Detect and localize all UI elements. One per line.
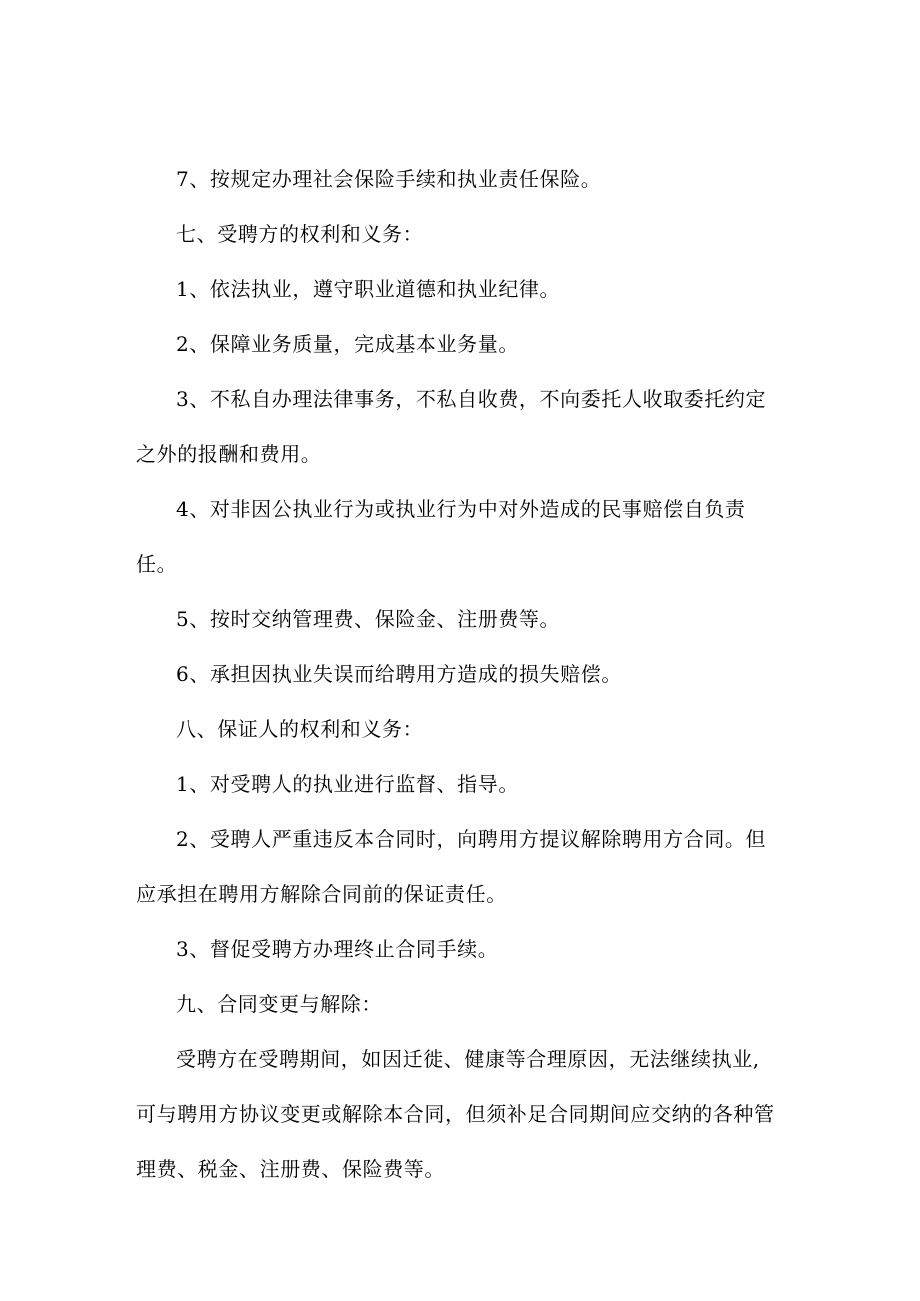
paragraph-item-3-termination-procedures: 3、督促受聘方办理终止合同手续。 bbox=[176, 937, 499, 961]
paragraph-item-3-no-private-fees: 3、不私自办理法律事务，不私自收费，不向委托人收取委托约定之外的报酬和费用。 bbox=[136, 387, 767, 466]
paragraph-item-1-supervision: 1、对受聘人的执业进行监督、指导。 bbox=[176, 772, 519, 796]
document-body bbox=[136, 152, 776, 1197]
paragraph-item-7-social-insurance: 7、按规定办理社会保险手续和执业责任保险。 bbox=[176, 167, 602, 191]
paragraph-item-6-loss-compensation: 6、承担因执业失误而给聘用方造成的损失赔偿。 bbox=[176, 662, 622, 686]
paragraph-item-4-civil-liability: 4、对非因公执业行为或执业行为中对外造成的民事赔偿自负责任。 bbox=[136, 497, 746, 576]
section-heading-8-guarantor-rights: 八、保证人的权利和义务： bbox=[176, 717, 424, 741]
paragraph-item-1-lawful-practice: 1、依法执业，遵守职业道德和执业纪律。 bbox=[176, 277, 561, 301]
paragraph-contract-change-terms: 受聘方在受聘期间，如因迁徙、健康等合理原因，无法继续执业,可与聘用方协议变更或解除本合同，但须补足合同期间应交纳的各种管理费、税金、注册费、保险费等。 bbox=[136, 1047, 775, 1181]
section-heading-9-contract-change: 九、合同变更与解除： bbox=[176, 992, 382, 1016]
paragraph-item-5-fees-payment: 5、按时交纳管理费、保险金、注册费等。 bbox=[176, 607, 561, 631]
section-heading-7-employee-rights: 七、受聘方的权利和义务： bbox=[176, 222, 424, 246]
paragraph-item-2-business-quality: 2、保障业务质量，完成基本业务量。 bbox=[176, 332, 519, 356]
paragraph-item-2-termination-proposal: 2、受聘人严重违反本合同时，向聘用方提议解除聘用方合同。但应承担在聘用方解除合同前的保证责任。 bbox=[136, 827, 767, 906]
